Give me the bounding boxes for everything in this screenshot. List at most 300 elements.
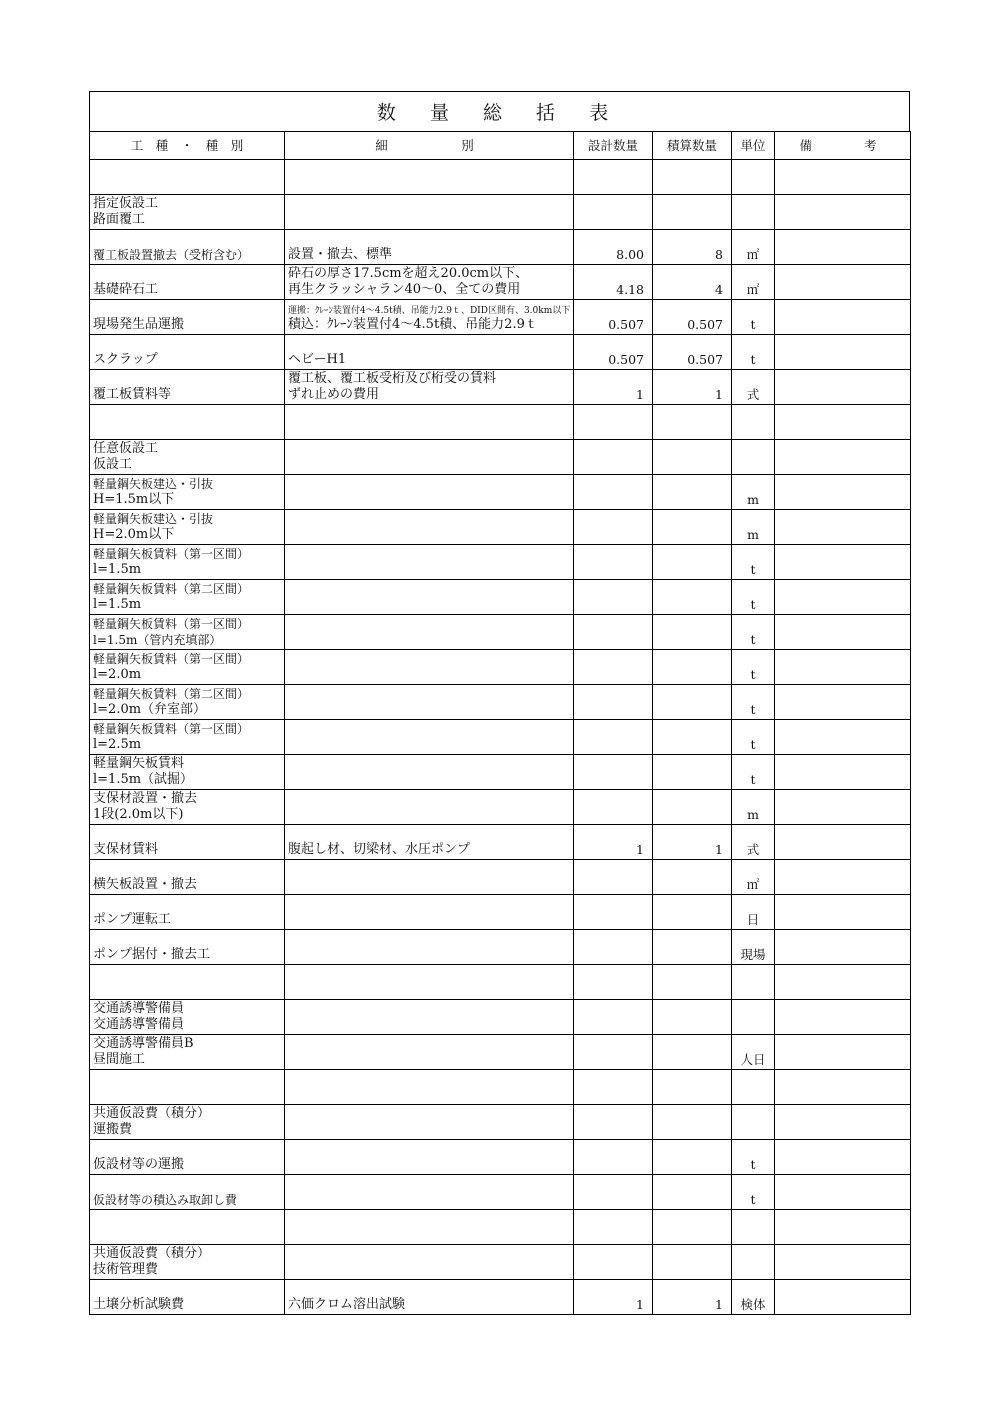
remarks-cell [775, 335, 911, 370]
calc-qty-cell [653, 860, 732, 895]
kind-cell [90, 1210, 285, 1245]
remarks-cell [775, 1105, 911, 1140]
kind-line-2: 運搬費 [93, 1122, 133, 1137]
remarks-cell [775, 545, 911, 580]
quantity-table [89, 131, 911, 1315]
kind-line-2: 昼間施工 [93, 1052, 146, 1067]
kind-line-1: 支保材設置・撤去 [93, 791, 198, 806]
calc-qty-cell [653, 650, 732, 685]
table-row [90, 1105, 911, 1140]
unit-cell [732, 1175, 775, 1210]
kind-line-1: 軽量鋼矢板賃料（第二区間） [93, 582, 250, 596]
unit: ㎡ [746, 282, 760, 297]
detail-cell [285, 1000, 574, 1035]
unit-cell [732, 1210, 775, 1245]
unit-cell [732, 685, 775, 720]
design-qty-cell [574, 475, 653, 510]
detail-cell [285, 475, 574, 510]
design-qty-cell [574, 1245, 653, 1280]
unit-cell [732, 440, 775, 475]
unit-cell [732, 405, 775, 440]
table-row [90, 1280, 911, 1315]
detail-cell [285, 650, 574, 685]
table-row [90, 405, 911, 440]
design-qty: 1 [636, 387, 644, 402]
kind-cell [90, 720, 285, 755]
unit: 日 [746, 912, 760, 927]
detail-cell [285, 230, 574, 265]
kind-cell [90, 965, 285, 1000]
table-row [90, 1070, 911, 1105]
table-row [90, 930, 911, 965]
detail-line-1: 砕石の厚さ17.5cmを超え20.0cm以下、 [288, 266, 529, 281]
calc-qty-cell [653, 370, 732, 405]
table-row [90, 825, 911, 860]
calc-qty: 1 [715, 387, 723, 402]
calc-qty-cell [653, 685, 732, 720]
kind-line-1: 軽量鋼矢板賃料（第一区間） [93, 547, 250, 561]
design-qty-cell [574, 405, 653, 440]
calc-qty-cell [653, 160, 732, 195]
unit: t [750, 737, 756, 752]
detail-cell [285, 1245, 574, 1280]
unit: m [747, 527, 759, 542]
kind-line-2: 交通誘導警備員 [93, 1017, 185, 1032]
remarks-cell [775, 1070, 911, 1105]
design-qty: 0.507 [608, 317, 644, 332]
detail-cell [285, 545, 574, 580]
table-row [90, 1000, 911, 1035]
remarks-cell [775, 440, 911, 475]
kind-line-2: ポンプ据付・撤去工 [93, 947, 211, 962]
kind-cell [90, 930, 285, 965]
kind-line-2: l=1.5m（試掘） [93, 772, 194, 787]
detail-line-2: ヘビーH1 [288, 352, 347, 367]
design-qty-cell [574, 930, 653, 965]
unit: ㎡ [746, 877, 760, 892]
calc-qty-cell [653, 335, 732, 370]
kind-cell [90, 650, 285, 685]
kind-cell [90, 685, 285, 720]
summary-sheet [89, 91, 910, 1315]
remarks-cell [775, 825, 911, 860]
detail-cell [285, 685, 574, 720]
calc-qty-cell [653, 965, 732, 1000]
kind-cell [90, 335, 285, 370]
detail-line-1: 運搬：ｸﾚｰﾝ装置付4～4.5t積、吊能力2.9ｔ、DID区間有、3.0km以下 [288, 306, 571, 316]
kind-line-2: H=2.0m以下 [93, 527, 175, 542]
unit: t [750, 1192, 756, 1207]
table-row [90, 615, 911, 650]
header-remarks: 備 考 [775, 132, 911, 160]
table-row [90, 1175, 911, 1210]
unit-cell [732, 965, 775, 1000]
kind-line-2: ポンプ運転工 [93, 912, 172, 927]
sheet-title: 数 量 総 括 表 [89, 91, 910, 131]
unit: t [750, 702, 756, 717]
detail-cell [285, 615, 574, 650]
unit-cell [732, 860, 775, 895]
detail-cell [285, 265, 574, 300]
unit-cell [732, 1035, 775, 1070]
unit: 検体 [740, 1297, 766, 1312]
kind-line-1: 軽量鋼矢板賃料（第一区間） [93, 652, 250, 666]
calc-qty-cell [653, 895, 732, 930]
kind-line-2: l=2.5m [93, 737, 142, 752]
unit: t [750, 772, 756, 787]
calc-qty-cell [653, 1280, 732, 1315]
remarks-cell [775, 615, 911, 650]
unit: 現場 [740, 947, 766, 962]
calc-qty-cell [653, 300, 732, 335]
kind-line-2: 1段(2.0m以下) [93, 807, 184, 822]
kind-line-1: 軽量鋼矢板賃料（第一区間） [93, 722, 250, 736]
unit-cell [732, 615, 775, 650]
remarks-cell [775, 300, 911, 335]
kind-line-2: l=2.0m [93, 667, 142, 682]
kind-line-1: 指定仮設工 [93, 196, 159, 211]
unit: t [750, 632, 756, 647]
kind-line-2: 覆工板設置撤去（受桁含む） [93, 248, 250, 262]
remarks-cell [775, 790, 911, 825]
unit: t [750, 597, 756, 612]
design-qty-cell [574, 335, 653, 370]
design-qty-cell [574, 965, 653, 1000]
kind-cell [90, 755, 285, 790]
design-qty-cell [574, 160, 653, 195]
remarks-cell [775, 580, 911, 615]
unit-cell [732, 1000, 775, 1035]
kind-line-1: 軽量鋼矢板建込・引抜 [93, 477, 214, 491]
unit: t [750, 317, 756, 332]
unit-cell [732, 580, 775, 615]
detail-line-1: 覆工板、覆工板受桁及び桁受の賃料 [288, 371, 497, 386]
detail-cell [285, 405, 574, 440]
table-row [90, 650, 911, 685]
calc-qty: 8 [715, 247, 723, 262]
detail-cell [285, 370, 574, 405]
table-row [90, 1245, 911, 1280]
detail-cell [285, 440, 574, 475]
design-qty-cell [574, 265, 653, 300]
table-row [90, 755, 911, 790]
design-qty-cell [574, 1105, 653, 1140]
kind-cell [90, 230, 285, 265]
detail-cell [285, 1280, 574, 1315]
calc-qty-cell [653, 580, 732, 615]
design-qty-cell [574, 545, 653, 580]
calc-qty-cell [653, 510, 732, 545]
kind-line-2: 横矢板設置・撤去 [93, 877, 198, 892]
unit: 式 [746, 842, 760, 857]
kind-cell [90, 860, 285, 895]
design-qty-cell [574, 895, 653, 930]
design-qty-cell [574, 1035, 653, 1070]
kind-line-1: 軽量鋼矢板建込・引抜 [93, 512, 214, 526]
unit-cell [732, 545, 775, 580]
kind-line-2: 仮設工 [93, 457, 133, 472]
kind-cell [90, 300, 285, 335]
calc-qty: 4 [715, 282, 723, 297]
calc-qty: 0.507 [687, 352, 723, 367]
header-unit: 単位 [732, 132, 775, 160]
remarks-cell [775, 1175, 911, 1210]
table-row [90, 895, 911, 930]
kind-cell [90, 370, 285, 405]
unit: t [750, 352, 756, 367]
table-row [90, 790, 911, 825]
kind-line-2: 仮設材等の運搬 [93, 1157, 185, 1172]
detail-line-2: ずれ止めの費用 [288, 387, 380, 402]
detail-cell [285, 895, 574, 930]
calc-qty-cell [653, 265, 732, 300]
unit-cell [732, 510, 775, 545]
design-qty-cell [574, 755, 653, 790]
remarks-cell [775, 720, 911, 755]
table-row [90, 160, 911, 195]
unit: t [750, 562, 756, 577]
unit-cell [732, 230, 775, 265]
detail-cell [285, 825, 574, 860]
kind-line-2: 基礎砕石工 [93, 282, 159, 297]
table-row [90, 300, 911, 335]
detail-cell [285, 1140, 574, 1175]
unit: 式 [746, 387, 760, 402]
design-qty-cell [574, 510, 653, 545]
table-row [90, 965, 911, 1000]
detail-line-2: 腹起し材、切梁材、水圧ポンプ [288, 842, 471, 857]
unit-cell [732, 475, 775, 510]
table-row [90, 545, 911, 580]
table-row [90, 685, 911, 720]
kind-line-1: 交通誘導警備員B [93, 1036, 194, 1051]
kind-cell [90, 545, 285, 580]
calc-qty-cell [653, 230, 732, 265]
unit-cell [732, 1140, 775, 1175]
design-qty: 1 [636, 1297, 644, 1312]
table-row [90, 370, 911, 405]
table-row [90, 1140, 911, 1175]
header-kind: 工 種 ・ 種 別 [90, 132, 285, 160]
table-row [90, 440, 911, 475]
kind-cell [90, 615, 285, 650]
calc-qty-cell [653, 1035, 732, 1070]
unit-cell [732, 1245, 775, 1280]
detail-cell [285, 790, 574, 825]
unit-cell [732, 370, 775, 405]
header-calc-qty: 積算数量 [653, 132, 732, 160]
remarks-cell [775, 405, 911, 440]
calc-qty-cell [653, 440, 732, 475]
table-row [90, 860, 911, 895]
table-row [90, 230, 911, 265]
table-row [90, 265, 911, 300]
header-design-qty: 設計数量 [574, 132, 653, 160]
detail-line-2: 設置・撤去、標準 [288, 247, 393, 262]
design-qty-cell [574, 1280, 653, 1315]
remarks-cell [775, 1035, 911, 1070]
calc-qty-cell [653, 1140, 732, 1175]
unit-cell [732, 650, 775, 685]
calc-qty-cell [653, 1105, 732, 1140]
calc-qty-cell [653, 930, 732, 965]
kind-line-1: 軽量鋼矢板賃料 [93, 756, 185, 771]
kind-line-2: 仮設材等の積込み取卸し費 [93, 1193, 238, 1207]
design-qty-cell [574, 720, 653, 755]
kind-line-2: l=2.0m（弁室部） [93, 702, 207, 717]
remarks-cell [775, 650, 911, 685]
kind-line-2: 覆工板賃料等 [93, 387, 172, 402]
design-qty-cell [574, 230, 653, 265]
unit-cell [732, 930, 775, 965]
kind-cell [90, 1280, 285, 1315]
remarks-cell [775, 755, 911, 790]
table-row [90, 1035, 911, 1070]
calc-qty-cell [653, 720, 732, 755]
calc-qty-cell [653, 1175, 732, 1210]
detail-cell [285, 195, 574, 230]
remarks-cell [775, 1210, 911, 1245]
kind-line-2: 技術管理費 [93, 1262, 159, 1277]
remarks-cell [775, 685, 911, 720]
kind-cell [90, 580, 285, 615]
calc-qty-cell [653, 475, 732, 510]
kind-line-2: H=1.5m以下 [93, 492, 175, 507]
calc-qty-cell [653, 405, 732, 440]
remarks-cell [775, 475, 911, 510]
unit-cell [732, 195, 775, 230]
remarks-cell [775, 265, 911, 300]
table-row [90, 510, 911, 545]
calc-qty-cell [653, 195, 732, 230]
detail-line-2: 再生クラッシャラン40～0、全ての費用 [288, 282, 521, 297]
kind-line-2: l=1.5m（管内充填部） [93, 633, 222, 647]
remarks-cell [775, 370, 911, 405]
table-row [90, 720, 911, 755]
design-qty-cell [574, 1070, 653, 1105]
design-qty: 1 [636, 842, 644, 857]
remarks-cell [775, 860, 911, 895]
kind-cell [90, 895, 285, 930]
kind-line-1: 共通仮設費（積分） [93, 1106, 211, 1121]
remarks-cell [775, 1140, 911, 1175]
detail-line-2: 積込：ｸﾚｰﾝ装置付4～4.5t積、吊能力2.9ｔ [288, 317, 538, 332]
kind-cell [90, 1035, 285, 1070]
unit: m [747, 492, 759, 507]
design-qty-cell [574, 615, 653, 650]
design-qty-cell [574, 685, 653, 720]
calc-qty-cell [653, 1210, 732, 1245]
detail-cell [285, 860, 574, 895]
kind-line-1: 交通誘導警備員 [93, 1001, 185, 1016]
calc-qty-cell [653, 790, 732, 825]
remarks-cell [775, 1245, 911, 1280]
kind-cell [90, 1000, 285, 1035]
remarks-cell [775, 160, 911, 195]
detail-cell [285, 580, 574, 615]
calc-qty: 1 [715, 842, 723, 857]
detail-cell [285, 1210, 574, 1245]
calc-qty: 1 [715, 1297, 723, 1312]
remarks-cell [775, 230, 911, 265]
unit-cell [732, 790, 775, 825]
unit: ㎡ [746, 247, 760, 262]
kind-line-1: 共通仮設費（積分） [93, 1246, 211, 1261]
table-row [90, 195, 911, 230]
unit-cell [732, 335, 775, 370]
kind-line-2: 現場発生品運搬 [93, 317, 185, 332]
kind-cell [90, 1175, 285, 1210]
kind-cell [90, 195, 285, 230]
kind-line-1: 軽量鋼矢板賃料（第二区間） [93, 687, 250, 701]
unit-cell [732, 720, 775, 755]
design-qty: 0.507 [608, 352, 644, 367]
remarks-cell [775, 1280, 911, 1315]
design-qty-cell [574, 860, 653, 895]
kind-cell [90, 825, 285, 860]
table-row [90, 1210, 911, 1245]
calc-qty-cell [653, 1245, 732, 1280]
detail-cell [285, 1035, 574, 1070]
detail-cell [285, 300, 574, 335]
calc-qty-cell [653, 545, 732, 580]
kind-cell [90, 1245, 285, 1280]
design-qty-cell [574, 300, 653, 335]
remarks-cell [775, 195, 911, 230]
kind-cell [90, 440, 285, 475]
kind-cell [90, 1140, 285, 1175]
detail-cell [285, 930, 574, 965]
kind-cell [90, 160, 285, 195]
design-qty-cell [574, 370, 653, 405]
remarks-cell [775, 965, 911, 1000]
design-qty-cell [574, 195, 653, 230]
detail-cell [285, 1105, 574, 1140]
detail-cell [285, 1070, 574, 1105]
unit-cell [732, 300, 775, 335]
kind-line-2: l=1.5m [93, 597, 142, 612]
design-qty-cell [574, 1140, 653, 1175]
design-qty-cell [574, 440, 653, 475]
calc-qty-cell [653, 755, 732, 790]
header-detail: 細 別 [285, 132, 574, 160]
table-row [90, 580, 911, 615]
kind-cell [90, 790, 285, 825]
detail-cell [285, 1175, 574, 1210]
design-qty-cell [574, 825, 653, 860]
kind-line-1: 任意仮設工 [93, 441, 159, 456]
calc-qty-cell [653, 1070, 732, 1105]
table-row [90, 475, 911, 510]
unit-cell [732, 825, 775, 860]
calc-qty-cell [653, 615, 732, 650]
unit-cell [732, 160, 775, 195]
kind-line-2: 路面覆工 [93, 212, 146, 227]
kind-cell [90, 1105, 285, 1140]
unit-cell [732, 1105, 775, 1140]
detail-cell [285, 720, 574, 755]
remarks-cell [775, 930, 911, 965]
detail-cell [285, 335, 574, 370]
kind-line-1: 軽量鋼矢板賃料（第一区間） [93, 617, 250, 631]
calc-qty-cell [653, 1000, 732, 1035]
kind-line-2: 支保材賃料 [93, 842, 159, 857]
design-qty-cell [574, 790, 653, 825]
design-qty: 8.00 [616, 247, 644, 262]
unit-cell [732, 1070, 775, 1105]
design-qty: 4.18 [616, 282, 644, 297]
design-qty-cell [574, 1210, 653, 1245]
